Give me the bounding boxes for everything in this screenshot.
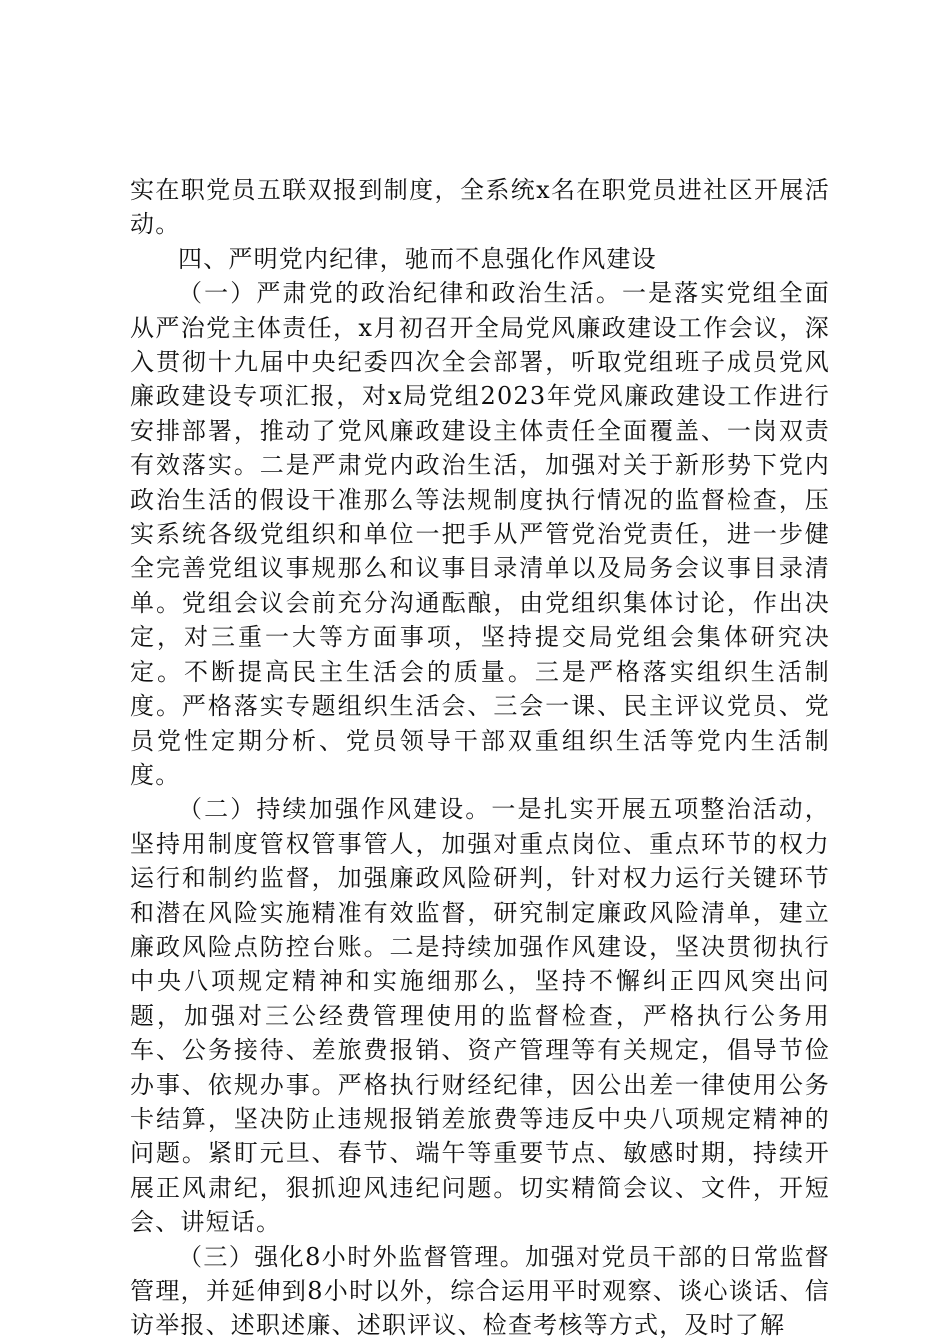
paragraph-work-style: （二）持续加强作风建设。一是扎实开展五项整治活动，坚持用制度管权管事管人，加强对重点岗位、重点环节的权力运行和制约监督，加强廉政风险研判，针对权力运行关键环节和潜在风险实施精准有效监督，研究制定廉政风险清单，建立廉政风险点防控台账。二是持续加强作风建设，坚决贯彻执行中央八项规定精神和实施细那么，坚持不懈纠正四风突出问题，加强对三公经费管理使用的监督检查，严格执行公务用车、公务接待、差旅费报销、资产管理等有关规定，倡导节俭办事、依规办事。严格执行财经纪律，因公出差一律使用公务卡结算，坚决防止违规报销差旅费等违反中央八项规定精神的问题。紧盯元旦、春节、端午等重要节点、敏感时期，持续开展正风肃纪，狠抓迎风违纪问题。切实精简会议、文件，开短会、讲短话。 (130, 795, 830, 1237)
document-body (130, 173, 830, 1343)
paragraph-continuation: 实在职党员五联双报到制度，全系统x名在职党员进社区开展活动。 (130, 176, 830, 239)
paragraph-after-hours-supervision: （三）强化8小时外监督管理。加强对党员干部的日常监督管理，并延伸到8小时以外，综合运用平时观察、谈心谈话、信访举报、述职述廉、述职评议、检查考核等方式，及时了解 (130, 1242, 830, 1340)
paragraph-political-discipline: （一）严肃党的政治纪律和政治生活。一是落实党组全面从严治党主体责任，x月初召开全局党风廉政建设工作会议，深入贯彻十九届中央纪委四次全会部署，听取党组班子成员党风廉政建设专项汇报，对x局党组2023年党风廉政建设工作进行安排部署，推动了党风廉政建设主体责任全面覆盖、一岗双责有效落实。二是严肃党内政治生活，加强对关于新形势下党内政治生活的假设干准那么等法规制度执行情况的监督检查，压实系统各级党组织和单位一把手从严管党治党责任，进一步健全完善党组议事规那么和议事目录清单以及局务会议事目录清单。党组会议会前充分沟通酝酿，由党组织集体讨论，作出决定，对三重一大等方面事项，坚持提交局党组会集体研究决定。不断提高民主生活会的质量。三是严格落实组织生活制度。严格落实专题组织生活会、三会一课、民主评议党员、党员党性定期分析、党员领导干部双重组织生活等党内生活制度。 (130, 279, 830, 789)
section-heading-4: 四、严明党内纪律，驰而不息强化作风建设 (178, 244, 657, 273)
